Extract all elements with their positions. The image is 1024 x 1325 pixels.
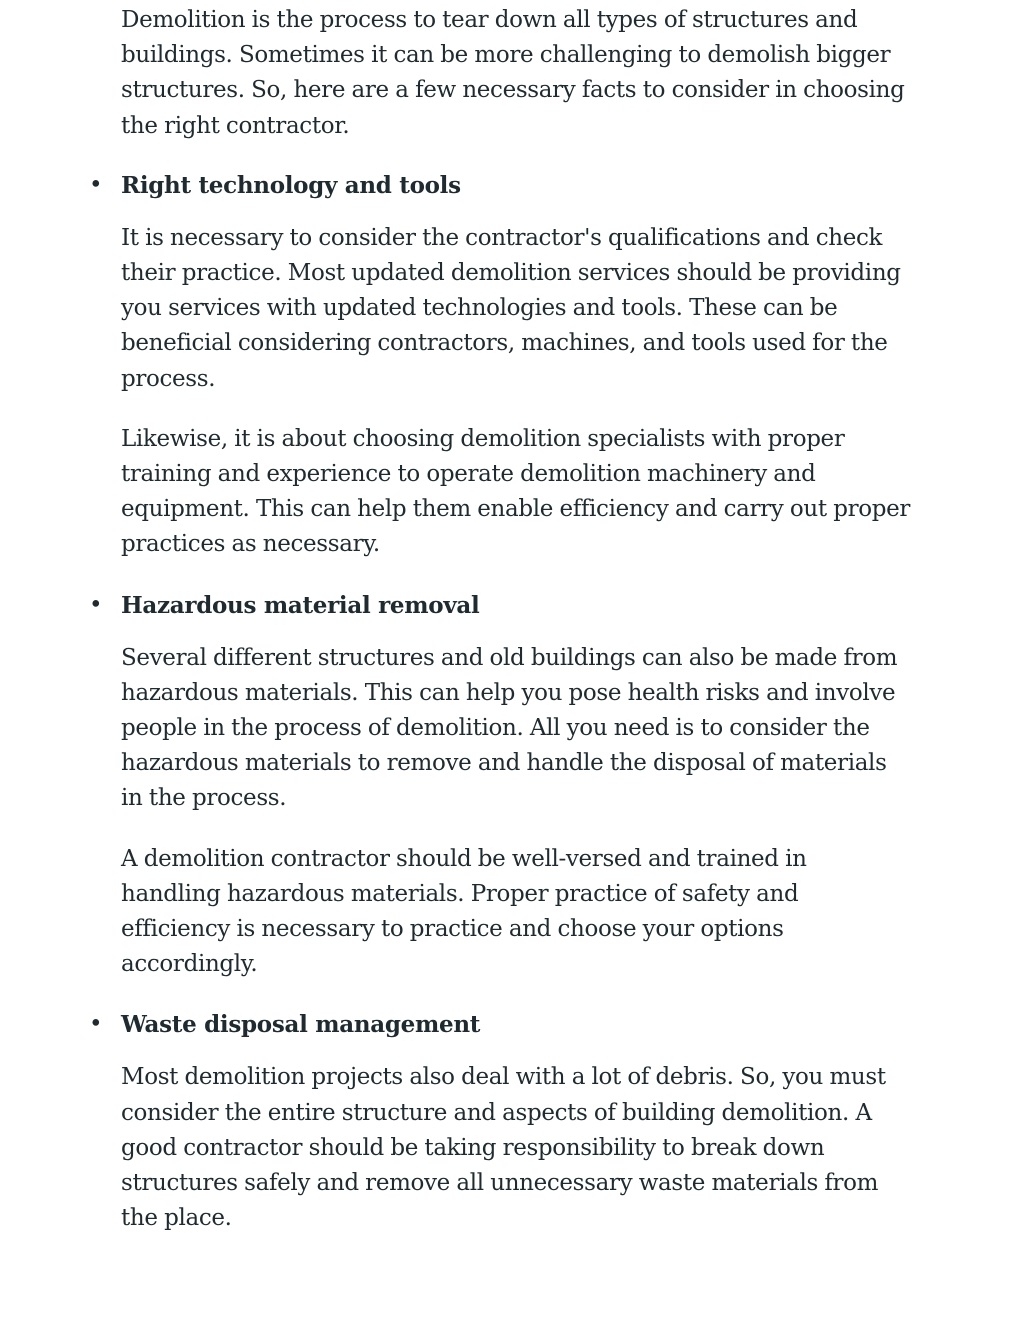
section-paragraph: It is necessary to consider the contractor's qualifications and check their practice. Most updated demolition services should be providing you services with updated technologies and tools. These can be beneficial considering contractors, machines, and tools used for the process. <box>121 224 901 392</box>
bullet-icon: • <box>89 591 103 618</box>
section-heading-text: Waste disposal management <box>121 1011 481 1039</box>
section-paragraph: Several different structures and old buildings can also be made from hazardous materials. This can help you pose health risks and involve people in the process of demolition. All you need is to consider the hazardous materials to remove and handle the disposal of materials in the process. <box>121 644 898 812</box>
section-heading-text: Right technology and tools <box>121 171 461 199</box>
section-heading-text: Hazardous material removal <box>121 591 480 619</box>
article-body <box>89 3 911 1236</box>
intro-paragraph: Demolition is the process to tear down all types of structures and buildings. Sometimes it can be more challenging to demolish bigger structures. So, here are a few necessary facts to consider in choosing the right contractor. <box>121 7 905 139</box>
section-waste-disposal <box>89 1007 911 1236</box>
bullet-icon: • <box>89 1011 103 1038</box>
section-right-technology <box>89 168 911 563</box>
section-paragraph: Likewise, it is about choosing demolition specialists with proper training and experience to operate demolition machinery and equipment. This can help them enable efficiency and carry out proper practices as necessary. <box>121 425 911 558</box>
section-heading <box>89 588 911 623</box>
section-hazardous-material <box>89 588 911 983</box>
section-paragraph: A demolition contractor should be well-versed and trained in handling hazardous materials. Proper practice of safety and efficiency is necessary to practice and choose your options accordingly. <box>121 845 807 978</box>
section-paragraph: Most demolition projects also deal with a lot of debris. So, you must consider the entire structure and aspects of building demolition. A good contractor should be taking responsibility to break down structures safely and remove all unnecessary waste materials from the place. <box>121 1064 886 1232</box>
bullet-icon: • <box>89 171 103 198</box>
section-heading <box>89 1007 911 1042</box>
section-heading <box>89 168 911 203</box>
